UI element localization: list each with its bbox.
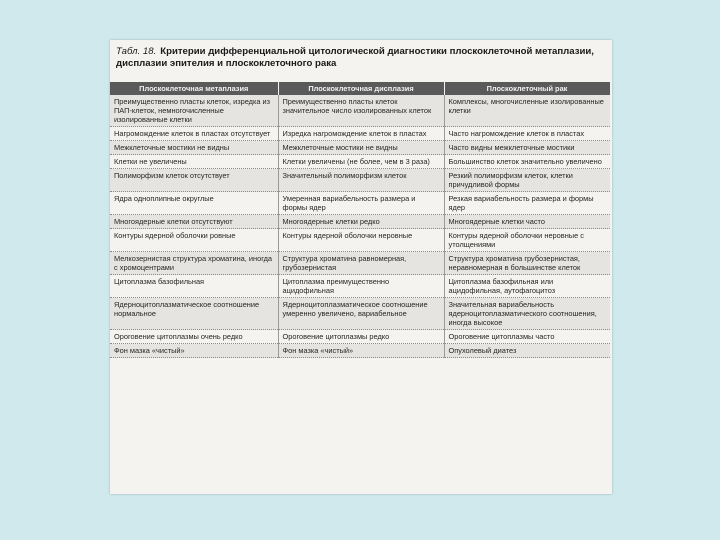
metaplasia-cell: Фон мазка «чистый» bbox=[110, 344, 278, 358]
carcinoma-cell: Цитоплазма базофильная или ацидофильная, аутофагоцитоз bbox=[444, 275, 610, 298]
document-page bbox=[110, 40, 612, 494]
dysplasia-cell: Межклеточные мостики не видны bbox=[278, 141, 444, 155]
carcinoma-cell: Значительная вариабельность ядерноцитоплазматического соотношения, иногда высокое bbox=[444, 298, 610, 330]
table-caption bbox=[116, 46, 608, 70]
carcinoma-cell: Контуры ядерной оболочки неровные с утолщениями bbox=[444, 229, 610, 252]
table-row bbox=[110, 141, 610, 155]
dysplasia-cell: Преимущественно пласты клеток значительное число изолированных клеток bbox=[278, 95, 444, 127]
dysplasia-cell: Цитоплазма преимущественно ацидофильная bbox=[278, 275, 444, 298]
dysplasia-cell: Клетки увеличены (не более, чем в 3 раза) bbox=[278, 155, 444, 169]
dysplasia-cell: Ядерноцитоплазматическое соотношение умеренно увеличено, вариабельное bbox=[278, 298, 444, 330]
table-row bbox=[110, 275, 610, 298]
column-header-carcinoma: Плоскоклеточный рак bbox=[444, 82, 610, 95]
metaplasia-cell: Полиморфизм клеток отсутствует bbox=[110, 169, 278, 192]
metaplasia-cell: Преимущественно пласты клеток, изредка из ПАП-клеток, немногочисленные изолированные клетки bbox=[110, 95, 278, 127]
dysplasia-cell: Умеренная вариабельность размера и формы ядер bbox=[278, 192, 444, 215]
metaplasia-cell: Контуры ядерной оболочки ровные bbox=[110, 229, 278, 252]
table-row bbox=[110, 229, 610, 252]
dysplasia-cell: Многоядерные клетки редко bbox=[278, 215, 444, 229]
metaplasia-cell: Мелкозернистая структура хроматина, иногда с хромоцентрами bbox=[110, 252, 278, 275]
table-row bbox=[110, 95, 610, 127]
dysplasia-cell: Значительный полиморфизм клеток bbox=[278, 169, 444, 192]
carcinoma-cell: Многоядерные клетки часто bbox=[444, 215, 610, 229]
table-row bbox=[110, 330, 610, 344]
table-row bbox=[110, 252, 610, 275]
table-row bbox=[110, 215, 610, 229]
column-header-dysplasia: Плоскоклеточная дисплазия bbox=[278, 82, 444, 95]
carcinoma-cell: Резкий полиморфизм клеток, клетки причудливой формы bbox=[444, 169, 610, 192]
metaplasia-cell: Многоядерные клетки отсутствуют bbox=[110, 215, 278, 229]
table-title: Критерии дифференциальной цитологической диагностики плоскоклеточной метаплазии, дисплазии эпителия и плоскоклеточного рака bbox=[116, 46, 594, 69]
dysplasia-cell: Структура хроматина равномерная, грубозернистая bbox=[278, 252, 444, 275]
dysplasia-cell: Ороговение цитоплазмы редко bbox=[278, 330, 444, 344]
dysplasia-cell: Изредка нагромождение клеток в пластах bbox=[278, 127, 444, 141]
table-row bbox=[110, 155, 610, 169]
metaplasia-cell: Цитоплазма базофильная bbox=[110, 275, 278, 298]
table-row bbox=[110, 298, 610, 330]
table-row bbox=[110, 344, 610, 358]
table-row bbox=[110, 192, 610, 215]
diagnostic-criteria-table bbox=[110, 82, 611, 358]
metaplasia-cell: Межклеточные мостики не видны bbox=[110, 141, 278, 155]
carcinoma-cell: Опухолевый диатез bbox=[444, 344, 610, 358]
metaplasia-cell: Ядерноцитоплазматическое соотношение нормальное bbox=[110, 298, 278, 330]
column-header-metaplasia: Плоскоклеточная метаплазия bbox=[110, 82, 278, 95]
carcinoma-cell: Структура хроматина грубозернистая, неравномерная в большинстве клеток bbox=[444, 252, 610, 275]
carcinoma-cell: Резкая вариабельность размера и формы ядер bbox=[444, 192, 610, 215]
table-number: Табл. 18. bbox=[116, 46, 157, 57]
carcinoma-cell: Часто видны межклеточные мостики bbox=[444, 141, 610, 155]
table-row bbox=[110, 169, 610, 192]
dysplasia-cell: Контуры ядерной оболочки неровные bbox=[278, 229, 444, 252]
carcinoma-cell: Ороговение цитоплазмы часто bbox=[444, 330, 610, 344]
dysplasia-cell: Фон мазка «чистый» bbox=[278, 344, 444, 358]
metaplasia-cell: Ороговение цитоплазмы очень редко bbox=[110, 330, 278, 344]
table-header-row bbox=[110, 82, 610, 95]
table-row bbox=[110, 127, 610, 141]
metaplasia-cell: Нагромождение клеток в пластах отсутствует bbox=[110, 127, 278, 141]
metaplasia-cell: Ядра одноплипные округлые bbox=[110, 192, 278, 215]
carcinoma-cell: Комплексы, многочисленные изолированные клетки bbox=[444, 95, 610, 127]
table-body bbox=[110, 95, 610, 358]
metaplasia-cell: Клетки не увеличены bbox=[110, 155, 278, 169]
carcinoma-cell: Часто нагромождение клеток в пластах bbox=[444, 127, 610, 141]
carcinoma-cell: Большинство клеток значительно увеличено bbox=[444, 155, 610, 169]
